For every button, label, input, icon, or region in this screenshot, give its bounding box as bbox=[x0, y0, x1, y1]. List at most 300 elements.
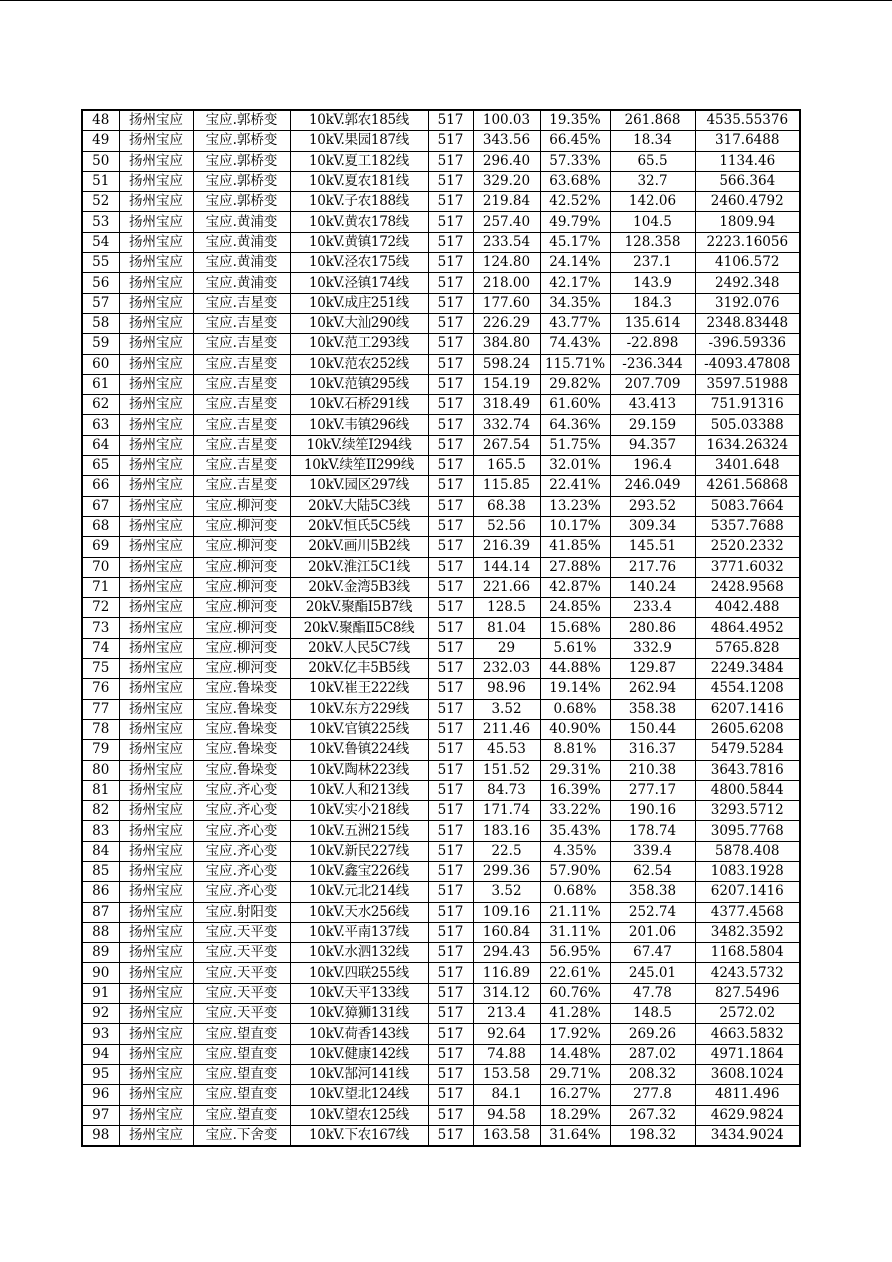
table-row bbox=[82, 516, 800, 536]
row-number-cell: 92 bbox=[82, 1004, 119, 1024]
row-number-cell: 58 bbox=[82, 313, 119, 333]
rated-capacity-cell: 517 bbox=[428, 861, 473, 881]
load-rate-cell: 64.36% bbox=[540, 415, 610, 435]
load-rate-cell: 29.31% bbox=[540, 760, 610, 780]
table-row bbox=[82, 679, 800, 699]
substation-cell: 宝应.黄浦变 bbox=[193, 253, 290, 273]
row-number-cell: 56 bbox=[82, 273, 119, 293]
row-number-cell: 52 bbox=[82, 192, 119, 212]
row-number-cell: 81 bbox=[82, 780, 119, 800]
current-load-cell: 3.52 bbox=[473, 882, 540, 902]
remaining-power-cell: 3597.51988 bbox=[695, 374, 800, 394]
current-load-cell: 153.58 bbox=[473, 1064, 540, 1084]
city-cell: 扬州宝应 bbox=[119, 598, 193, 618]
current-load-cell: 84.73 bbox=[473, 780, 540, 800]
remaining-capacity-cell: 129.87 bbox=[610, 659, 695, 679]
rated-capacity-cell: 517 bbox=[428, 456, 473, 476]
current-load-cell: 233.54 bbox=[473, 232, 540, 252]
rated-capacity-cell: 517 bbox=[428, 922, 473, 942]
remaining-power-cell: 4811.496 bbox=[695, 1085, 800, 1105]
remaining-capacity-cell: 208.32 bbox=[610, 1064, 695, 1084]
remaining-capacity-cell: 150.44 bbox=[610, 719, 695, 739]
row-number-cell: 63 bbox=[82, 415, 119, 435]
city-cell: 扬州宝应 bbox=[119, 212, 193, 232]
load-rate-cell: 0.68% bbox=[540, 882, 610, 902]
rated-capacity-cell: 517 bbox=[428, 882, 473, 902]
table-row bbox=[82, 821, 800, 841]
remaining-power-cell: 4554.1208 bbox=[695, 679, 800, 699]
current-load-cell: 160.84 bbox=[473, 922, 540, 942]
feeder-line-cell: 10kV.实小218线 bbox=[290, 801, 428, 821]
feeder-line-cell: 10kV.果园187线 bbox=[290, 131, 428, 151]
feeder-line-cell: 10kV.天平133线 bbox=[290, 983, 428, 1003]
substation-cell: 宝应.吉星变 bbox=[193, 293, 290, 313]
load-rate-cell: 35.43% bbox=[540, 821, 610, 841]
remaining-capacity-cell: 178.74 bbox=[610, 821, 695, 841]
remaining-capacity-cell: 210.38 bbox=[610, 760, 695, 780]
load-rate-cell: 14.48% bbox=[540, 1044, 610, 1064]
rated-capacity-cell: 517 bbox=[428, 577, 473, 597]
feeder-line-cell: 10kV.子农188线 bbox=[290, 192, 428, 212]
row-number-cell: 97 bbox=[82, 1105, 119, 1125]
table-row bbox=[82, 192, 800, 212]
current-load-cell: 213.4 bbox=[473, 1004, 540, 1024]
row-number-cell: 87 bbox=[82, 902, 119, 922]
current-load-cell: 267.54 bbox=[473, 435, 540, 455]
remaining-power-cell: 5357.7688 bbox=[695, 516, 800, 536]
city-cell: 扬州宝应 bbox=[119, 983, 193, 1003]
load-rate-cell: 5.61% bbox=[540, 638, 610, 658]
table-row bbox=[82, 313, 800, 333]
row-number-cell: 82 bbox=[82, 801, 119, 821]
substation-cell: 宝应.柳河变 bbox=[193, 659, 290, 679]
rated-capacity-cell: 517 bbox=[428, 537, 473, 557]
table-row bbox=[82, 1004, 800, 1024]
remaining-capacity-cell: 196.4 bbox=[610, 456, 695, 476]
remaining-capacity-cell: 358.38 bbox=[610, 882, 695, 902]
city-cell: 扬州宝应 bbox=[119, 963, 193, 983]
remaining-capacity-cell: 309.34 bbox=[610, 516, 695, 536]
feeder-line-cell: 10kV.望农125线 bbox=[290, 1105, 428, 1125]
row-number-cell: 55 bbox=[82, 253, 119, 273]
load-rate-cell: 66.45% bbox=[540, 131, 610, 151]
current-load-cell: 124.80 bbox=[473, 253, 540, 273]
load-rate-cell: 31.11% bbox=[540, 922, 610, 942]
city-cell: 扬州宝应 bbox=[119, 638, 193, 658]
row-number-cell: 71 bbox=[82, 577, 119, 597]
load-rate-cell: 21.11% bbox=[540, 902, 610, 922]
remaining-capacity-cell: 29.159 bbox=[610, 415, 695, 435]
table-row bbox=[82, 131, 800, 151]
current-load-cell: 216.39 bbox=[473, 537, 540, 557]
load-rate-cell: 17.92% bbox=[540, 1024, 610, 1044]
remaining-capacity-cell: 104.5 bbox=[610, 212, 695, 232]
city-cell: 扬州宝应 bbox=[119, 882, 193, 902]
city-cell: 扬州宝应 bbox=[119, 557, 193, 577]
city-cell: 扬州宝应 bbox=[119, 496, 193, 516]
current-load-cell: 74.88 bbox=[473, 1044, 540, 1064]
city-cell: 扬州宝应 bbox=[119, 151, 193, 171]
feeder-line-cell: 10kV.郭农185线 bbox=[290, 110, 428, 131]
rated-capacity-cell: 517 bbox=[428, 313, 473, 333]
remaining-capacity-cell: 280.86 bbox=[610, 618, 695, 638]
table-row bbox=[82, 983, 800, 1003]
feeder-line-cell: 10kV.石桥291线 bbox=[290, 395, 428, 415]
feeder-line-cell: 20kV.人民5C7线 bbox=[290, 638, 428, 658]
substation-cell: 宝应.齐心变 bbox=[193, 882, 290, 902]
table-row bbox=[82, 902, 800, 922]
table-row bbox=[82, 557, 800, 577]
remaining-capacity-cell: 143.9 bbox=[610, 273, 695, 293]
feeder-line-cell: 10kV.东方229线 bbox=[290, 699, 428, 719]
remaining-power-cell: 827.5496 bbox=[695, 983, 800, 1003]
table-row bbox=[82, 435, 800, 455]
substation-cell: 宝应.吉星变 bbox=[193, 313, 290, 333]
remaining-power-cell: 2492.348 bbox=[695, 273, 800, 293]
row-number-cell: 91 bbox=[82, 983, 119, 1003]
remaining-capacity-cell: 233.4 bbox=[610, 598, 695, 618]
rated-capacity-cell: 517 bbox=[428, 212, 473, 232]
table-row bbox=[82, 963, 800, 983]
remaining-capacity-cell: 201.06 bbox=[610, 922, 695, 942]
substation-cell: 宝应.黄浦变 bbox=[193, 273, 290, 293]
rated-capacity-cell: 517 bbox=[428, 192, 473, 212]
substation-cell: 宝应.柳河变 bbox=[193, 598, 290, 618]
remaining-capacity-cell: -236.344 bbox=[610, 354, 695, 374]
row-number-cell: 61 bbox=[82, 374, 119, 394]
load-rate-cell: 32.01% bbox=[540, 456, 610, 476]
remaining-power-cell: 6207.1416 bbox=[695, 882, 800, 902]
load-rate-cell: 19.14% bbox=[540, 679, 610, 699]
remaining-power-cell: 1809.94 bbox=[695, 212, 800, 232]
remaining-capacity-cell: 245.01 bbox=[610, 963, 695, 983]
load-rate-cell: 15.68% bbox=[540, 618, 610, 638]
rated-capacity-cell: 517 bbox=[428, 963, 473, 983]
row-number-cell: 98 bbox=[82, 1125, 119, 1146]
row-number-cell: 70 bbox=[82, 557, 119, 577]
load-rate-cell: 29.82% bbox=[540, 374, 610, 394]
substation-cell: 宝应.吉星变 bbox=[193, 334, 290, 354]
row-number-cell: 76 bbox=[82, 679, 119, 699]
feeder-line-cell: 20kV.淮江5C1线 bbox=[290, 557, 428, 577]
load-rate-cell: 41.85% bbox=[540, 537, 610, 557]
rated-capacity-cell: 517 bbox=[428, 841, 473, 861]
remaining-capacity-cell: 62.54 bbox=[610, 861, 695, 881]
load-rate-cell: 16.27% bbox=[540, 1085, 610, 1105]
table-row bbox=[82, 740, 800, 760]
row-number-cell: 89 bbox=[82, 943, 119, 963]
rated-capacity-cell: 517 bbox=[428, 618, 473, 638]
table-row bbox=[82, 395, 800, 415]
feeder-line-cell: 10kV.四联255线 bbox=[290, 963, 428, 983]
feeder-line-cell: 10kV.官镇225线 bbox=[290, 719, 428, 739]
remaining-capacity-cell: 32.7 bbox=[610, 171, 695, 191]
city-cell: 扬州宝应 bbox=[119, 821, 193, 841]
feeder-line-cell: 10kV.望北124线 bbox=[290, 1085, 428, 1105]
load-rate-cell: 57.90% bbox=[540, 861, 610, 881]
row-number-cell: 48 bbox=[82, 110, 119, 131]
remaining-power-cell: 4377.4568 bbox=[695, 902, 800, 922]
substation-cell: 宝应.柳河变 bbox=[193, 577, 290, 597]
remaining-power-cell: 3434.9024 bbox=[695, 1125, 800, 1146]
substation-cell: 宝应.天平变 bbox=[193, 922, 290, 942]
city-cell: 扬州宝应 bbox=[119, 131, 193, 151]
feeder-line-cell: 10kV.郜河141线 bbox=[290, 1064, 428, 1084]
substation-cell: 宝应.下舍变 bbox=[193, 1125, 290, 1146]
rated-capacity-cell: 517 bbox=[428, 801, 473, 821]
remaining-capacity-cell: 43.413 bbox=[610, 395, 695, 415]
table-row bbox=[82, 253, 800, 273]
feeder-line-cell: 10kV.鑫宝226线 bbox=[290, 861, 428, 881]
feeder-line-cell: 10kV.健康142线 bbox=[290, 1044, 428, 1064]
remaining-capacity-cell: 252.74 bbox=[610, 902, 695, 922]
load-rate-cell: 31.64% bbox=[540, 1125, 610, 1146]
substation-cell: 宝应.柳河变 bbox=[193, 516, 290, 536]
rated-capacity-cell: 517 bbox=[428, 1064, 473, 1084]
remaining-capacity-cell: 246.049 bbox=[610, 476, 695, 496]
row-number-cell: 88 bbox=[82, 922, 119, 942]
city-cell: 扬州宝应 bbox=[119, 1085, 193, 1105]
remaining-capacity-cell: 47.78 bbox=[610, 983, 695, 1003]
rated-capacity-cell: 517 bbox=[428, 659, 473, 679]
rated-capacity-cell: 517 bbox=[428, 1024, 473, 1044]
remaining-power-cell: 3608.1024 bbox=[695, 1064, 800, 1084]
feeder-line-cell: 10kV.元北214线 bbox=[290, 882, 428, 902]
row-number-cell: 84 bbox=[82, 841, 119, 861]
feeder-line-cell: 10kV.下农167线 bbox=[290, 1125, 428, 1146]
load-rate-cell: 45.17% bbox=[540, 232, 610, 252]
remaining-power-cell: 3192.076 bbox=[695, 293, 800, 313]
load-rate-cell: 22.41% bbox=[540, 476, 610, 496]
current-load-cell: 384.80 bbox=[473, 334, 540, 354]
substation-cell: 宝应.射阳变 bbox=[193, 902, 290, 922]
remaining-capacity-cell: 358.38 bbox=[610, 699, 695, 719]
current-load-cell: 100.03 bbox=[473, 110, 540, 131]
city-cell: 扬州宝应 bbox=[119, 740, 193, 760]
substation-cell: 宝应.黄浦变 bbox=[193, 212, 290, 232]
remaining-power-cell: 505.03388 bbox=[695, 415, 800, 435]
table-row bbox=[82, 456, 800, 476]
table-row bbox=[82, 1044, 800, 1064]
load-rate-cell: 60.76% bbox=[540, 983, 610, 1003]
remaining-power-cell: 1134.46 bbox=[695, 151, 800, 171]
table-row bbox=[82, 577, 800, 597]
table-row bbox=[82, 719, 800, 739]
substation-cell: 宝应.天平变 bbox=[193, 983, 290, 1003]
city-cell: 扬州宝应 bbox=[119, 334, 193, 354]
remaining-power-cell: 4864.4952 bbox=[695, 618, 800, 638]
load-rate-cell: 18.29% bbox=[540, 1105, 610, 1125]
feeder-line-cell: 20kV.恒氏5C5线 bbox=[290, 516, 428, 536]
row-number-cell: 51 bbox=[82, 171, 119, 191]
row-number-cell: 86 bbox=[82, 882, 119, 902]
row-number-cell: 80 bbox=[82, 760, 119, 780]
current-load-cell: 3.52 bbox=[473, 699, 540, 719]
row-number-cell: 64 bbox=[82, 435, 119, 455]
table-row bbox=[82, 293, 800, 313]
remaining-capacity-cell: 267.32 bbox=[610, 1105, 695, 1125]
load-rate-cell: 0.68% bbox=[540, 699, 610, 719]
rated-capacity-cell: 517 bbox=[428, 902, 473, 922]
city-cell: 扬州宝应 bbox=[119, 456, 193, 476]
table-row bbox=[82, 171, 800, 191]
load-rate-cell: 29.71% bbox=[540, 1064, 610, 1084]
table-row bbox=[82, 334, 800, 354]
table-row bbox=[82, 1024, 800, 1044]
current-load-cell: 98.96 bbox=[473, 679, 540, 699]
remaining-capacity-cell: 287.02 bbox=[610, 1044, 695, 1064]
table-row bbox=[82, 1064, 800, 1084]
row-number-cell: 53 bbox=[82, 212, 119, 232]
current-load-cell: 329.20 bbox=[473, 171, 540, 191]
feeder-line-cell: 20kV.画川5B2线 bbox=[290, 537, 428, 557]
table-row bbox=[82, 861, 800, 881]
rated-capacity-cell: 517 bbox=[428, 516, 473, 536]
current-load-cell: 109.16 bbox=[473, 902, 540, 922]
remaining-power-cell: 1083.1928 bbox=[695, 861, 800, 881]
table-row bbox=[82, 232, 800, 252]
feeder-line-cell: 10kV.黄农178线 bbox=[290, 212, 428, 232]
substation-cell: 宝应.齐心变 bbox=[193, 801, 290, 821]
remaining-capacity-cell: 65.5 bbox=[610, 151, 695, 171]
substation-cell: 宝应.郭桥变 bbox=[193, 171, 290, 191]
row-number-cell: 73 bbox=[82, 618, 119, 638]
row-number-cell: 59 bbox=[82, 334, 119, 354]
remaining-power-cell: -396.59336 bbox=[695, 334, 800, 354]
feeder-line-cell: 10kV.泾镇174线 bbox=[290, 273, 428, 293]
feeder-line-cell: 20kV.聚酯Ⅰ5B7线 bbox=[290, 598, 428, 618]
feeder-line-cell: 10kV.荷香143线 bbox=[290, 1024, 428, 1044]
row-number-cell: 96 bbox=[82, 1085, 119, 1105]
remaining-capacity-cell: 237.1 bbox=[610, 253, 695, 273]
row-number-cell: 78 bbox=[82, 719, 119, 739]
table-row bbox=[82, 943, 800, 963]
remaining-power-cell: 3643.7816 bbox=[695, 760, 800, 780]
table-row bbox=[82, 618, 800, 638]
rated-capacity-cell: 517 bbox=[428, 293, 473, 313]
city-cell: 扬州宝应 bbox=[119, 354, 193, 374]
city-cell: 扬州宝应 bbox=[119, 232, 193, 252]
city-cell: 扬州宝应 bbox=[119, 659, 193, 679]
load-rate-cell: 115.71% bbox=[540, 354, 610, 374]
rated-capacity-cell: 517 bbox=[428, 780, 473, 800]
feeder-line-cell: 10kV.天水256线 bbox=[290, 902, 428, 922]
table-row bbox=[82, 638, 800, 658]
city-cell: 扬州宝应 bbox=[119, 861, 193, 881]
row-number-cell: 83 bbox=[82, 821, 119, 841]
current-load-cell: 221.66 bbox=[473, 577, 540, 597]
remaining-capacity-cell: 18.34 bbox=[610, 131, 695, 151]
substation-cell: 宝应.鲁垛变 bbox=[193, 760, 290, 780]
remaining-power-cell: 317.6488 bbox=[695, 131, 800, 151]
remaining-capacity-cell: 269.26 bbox=[610, 1024, 695, 1044]
feeder-line-cell: 10kV.獐狮131线 bbox=[290, 1004, 428, 1024]
feeder-line-cell: 20kV.金湾5B3线 bbox=[290, 577, 428, 597]
table-body bbox=[82, 110, 800, 1146]
remaining-power-cell: 3482.3592 bbox=[695, 922, 800, 942]
row-number-cell: 57 bbox=[82, 293, 119, 313]
remaining-capacity-cell: 339.4 bbox=[610, 841, 695, 861]
substation-cell: 宝应.齐心变 bbox=[193, 841, 290, 861]
substation-cell: 宝应.吉星变 bbox=[193, 395, 290, 415]
current-load-cell: 163.58 bbox=[473, 1125, 540, 1146]
substation-cell: 宝应.望直变 bbox=[193, 1064, 290, 1084]
city-cell: 扬州宝应 bbox=[119, 395, 193, 415]
remaining-power-cell: 6207.1416 bbox=[695, 699, 800, 719]
remaining-power-cell: 4800.5844 bbox=[695, 780, 800, 800]
table-row bbox=[82, 374, 800, 394]
row-number-cell: 77 bbox=[82, 699, 119, 719]
remaining-power-cell: 566.364 bbox=[695, 171, 800, 191]
city-cell: 扬州宝应 bbox=[119, 435, 193, 455]
substation-cell: 宝应.鲁垛变 bbox=[193, 679, 290, 699]
rated-capacity-cell: 517 bbox=[428, 598, 473, 618]
remaining-power-cell: 3771.6032 bbox=[695, 557, 800, 577]
city-cell: 扬州宝应 bbox=[119, 577, 193, 597]
remaining-capacity-cell: 277.17 bbox=[610, 780, 695, 800]
current-load-cell: 45.53 bbox=[473, 740, 540, 760]
city-cell: 扬州宝应 bbox=[119, 719, 193, 739]
remaining-power-cell: 5878.408 bbox=[695, 841, 800, 861]
feeder-line-cell: 10kV.范工293线 bbox=[290, 334, 428, 354]
current-load-cell: 177.60 bbox=[473, 293, 540, 313]
rated-capacity-cell: 517 bbox=[428, 557, 473, 577]
remaining-power-cell: 4971.1864 bbox=[695, 1044, 800, 1064]
substation-cell: 宝应.柳河变 bbox=[193, 496, 290, 516]
load-rate-cell: 10.17% bbox=[540, 516, 610, 536]
table-row bbox=[82, 1105, 800, 1125]
table-row bbox=[82, 598, 800, 618]
current-load-cell: 128.5 bbox=[473, 598, 540, 618]
feeder-line-cell: 10kV.韦镇296线 bbox=[290, 415, 428, 435]
substation-cell: 宝应.柳河变 bbox=[193, 537, 290, 557]
table-row bbox=[82, 212, 800, 232]
current-load-cell: 115.85 bbox=[473, 476, 540, 496]
rated-capacity-cell: 517 bbox=[428, 476, 473, 496]
remaining-power-cell: 4243.5732 bbox=[695, 963, 800, 983]
city-cell: 扬州宝应 bbox=[119, 415, 193, 435]
remaining-capacity-cell: 217.76 bbox=[610, 557, 695, 577]
remaining-capacity-cell: 67.47 bbox=[610, 943, 695, 963]
load-rate-cell: 74.43% bbox=[540, 334, 610, 354]
load-rate-cell: 24.14% bbox=[540, 253, 610, 273]
city-cell: 扬州宝应 bbox=[119, 1044, 193, 1064]
rated-capacity-cell: 517 bbox=[428, 943, 473, 963]
remaining-power-cell: 2572.02 bbox=[695, 1004, 800, 1024]
rated-capacity-cell: 517 bbox=[428, 679, 473, 699]
load-rate-cell: 16.39% bbox=[540, 780, 610, 800]
feeder-line-cell: 10kV.园区297线 bbox=[290, 476, 428, 496]
remaining-capacity-cell: 128.358 bbox=[610, 232, 695, 252]
rated-capacity-cell: 517 bbox=[428, 699, 473, 719]
city-cell: 扬州宝应 bbox=[119, 253, 193, 273]
rated-capacity-cell: 517 bbox=[428, 354, 473, 374]
load-rate-cell: 41.28% bbox=[540, 1004, 610, 1024]
feeder-line-cell: 10kV.泾农175线 bbox=[290, 253, 428, 273]
substation-cell: 宝应.吉星变 bbox=[193, 354, 290, 374]
city-cell: 扬州宝应 bbox=[119, 273, 193, 293]
load-rate-cell: 19.35% bbox=[540, 110, 610, 131]
city-cell: 扬州宝应 bbox=[119, 1024, 193, 1044]
table-row bbox=[82, 476, 800, 496]
row-number-cell: 93 bbox=[82, 1024, 119, 1044]
current-load-cell: 598.24 bbox=[473, 354, 540, 374]
load-rate-cell: 49.79% bbox=[540, 212, 610, 232]
rated-capacity-cell: 517 bbox=[428, 151, 473, 171]
feeder-line-cell: 10kV.续笙I294线 bbox=[290, 435, 428, 455]
remaining-power-cell: 4106.572 bbox=[695, 253, 800, 273]
feeder-line-cell: 10kV.范镇295线 bbox=[290, 374, 428, 394]
